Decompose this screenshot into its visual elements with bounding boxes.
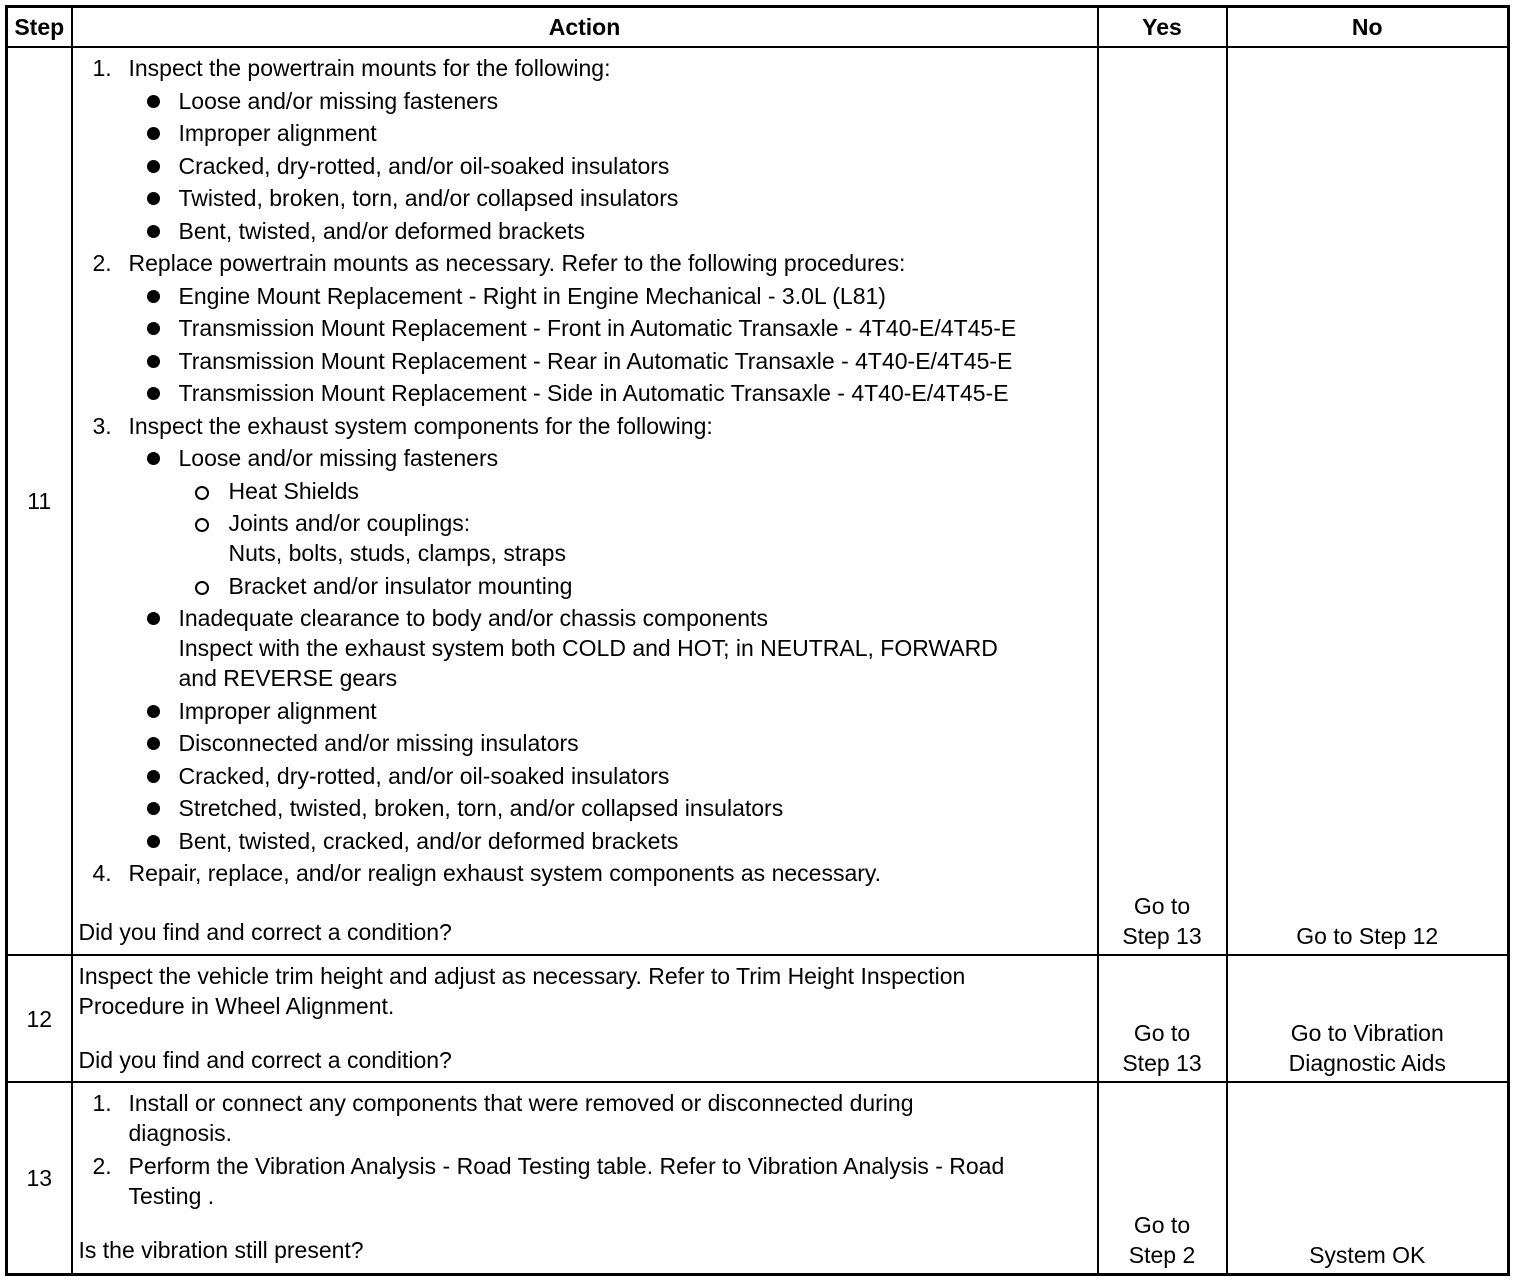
table-row	[7, 955, 1509, 1082]
step-number: 12	[7, 955, 72, 1082]
bullet-item: Loose and/or missing fasteners	[79, 443, 1091, 476]
bullet-item: Cracked, dry-rotted, and/or oil-soaked insulators	[79, 151, 1091, 184]
bullet-continuation: and REVERSE gears	[178, 665, 398, 691]
step-number: 13	[7, 1082, 72, 1275]
yes-cell: Go to Step 13	[1098, 47, 1227, 955]
list-item: 3. Inspect the exhaust system components for the following:	[92, 412, 713, 439]
header-yes: Yes	[1098, 7, 1227, 48]
yes-cell: Go to Step 2	[1098, 1082, 1227, 1275]
step-number: 11	[7, 47, 72, 955]
sub-bullet-continuation: Nuts, bolts, studs, clamps, straps	[228, 540, 566, 566]
no-cell: Go to Vibration Diagnostic Aids	[1227, 955, 1509, 1082]
list-item-continuation: Testing .	[128, 1182, 215, 1209]
bullet-item: Inadequate clearance to body and/or chassis components	[79, 603, 1091, 633]
bullet-item: Engine Mount Replacement - Right in Engine Mechanical - 3.0L (L81)	[79, 281, 1091, 314]
action-cell	[72, 955, 1098, 1082]
bullet-item: Improper alignment	[79, 696, 1091, 729]
bullet-item: Transmission Mount Replacement - Rear in Automatic Transaxle - 4T40-E/4T45-E	[79, 346, 1091, 379]
list-item: 1. Install or connect any components that were removed or disconnected during	[92, 1090, 914, 1116]
header-action: Action	[72, 7, 1098, 48]
sub-bullet-item: Bracket and/or insulator mounting	[79, 571, 1091, 604]
question-text: Is the vibration still present?	[78, 1236, 364, 1263]
table-row	[7, 47, 1509, 955]
bullet-item: Transmission Mount Replacement - Front in Automatic Transaxle - 4T40-E/4T45-E	[79, 313, 1091, 346]
table-row	[7, 1082, 1509, 1275]
bullet-item: Bent, twisted, cracked, and/or deformed brackets	[79, 826, 1091, 859]
bullet-item: Stretched, twisted, broken, torn, and/or collapsed insulators	[79, 793, 1091, 826]
no-cell: System OK	[1227, 1082, 1509, 1275]
bullet-item: Transmission Mount Replacement - Side in Automatic Transaxle - 4T40-E/4T45-E	[79, 378, 1091, 411]
list-item: 2. Perform the Vibration Analysis - Road Testing table. Refer to Vibration Analysis - Road	[92, 1152, 1005, 1179]
bullet-item: Twisted, broken, torn, and/or collapsed insulators	[79, 183, 1091, 216]
yes-cell: Go to Step 13	[1098, 955, 1227, 1082]
bullet-item: Loose and/or missing fasteners	[79, 86, 1091, 119]
action-cell	[72, 47, 1098, 955]
paragraph-line: Procedure in Wheel Alignment.	[78, 993, 395, 1019]
diagnostic-table	[5, 5, 1510, 1276]
paragraph-line: Inspect the vehicle trim height and adjust as necessary. Refer to Trim Height Inspection	[78, 963, 966, 989]
no-cell: Go to Step 12	[1227, 47, 1509, 955]
bullet-item: Cracked, dry-rotted, and/or oil-soaked insulators	[79, 761, 1091, 794]
list-item: 1. Inspect the powertrain mounts for the following:	[92, 55, 611, 81]
header-no: No	[1227, 7, 1509, 48]
list-item: 2. Replace powertrain mounts as necessary. Refer to the following procedures:	[92, 250, 906, 276]
action-cell	[72, 1082, 1098, 1275]
sub-bullet-item: Heat Shields	[79, 476, 1091, 509]
bullet-item: Bent, twisted, and/or deformed brackets	[79, 216, 1091, 249]
bullet-item: Improper alignment	[79, 118, 1091, 151]
bullet-continuation: Inspect with the exhaust system both COLD and HOT; in NEUTRAL, FORWARD	[178, 635, 998, 661]
list-item: 4. Repair, replace, and/or realign exhaust system components as necessary.	[92, 860, 882, 886]
question-text: Did you find and correct a condition?	[78, 1047, 452, 1073]
list-item-continuation: diagnosis.	[128, 1120, 233, 1146]
sub-bullet-item: Joints and/or couplings:	[79, 508, 1091, 538]
bullet-item: Disconnected and/or missing insulators	[79, 728, 1091, 761]
question-text: Did you find and correct a condition?	[78, 918, 452, 945]
header-step: Step	[7, 7, 72, 48]
header-row	[7, 7, 1509, 48]
